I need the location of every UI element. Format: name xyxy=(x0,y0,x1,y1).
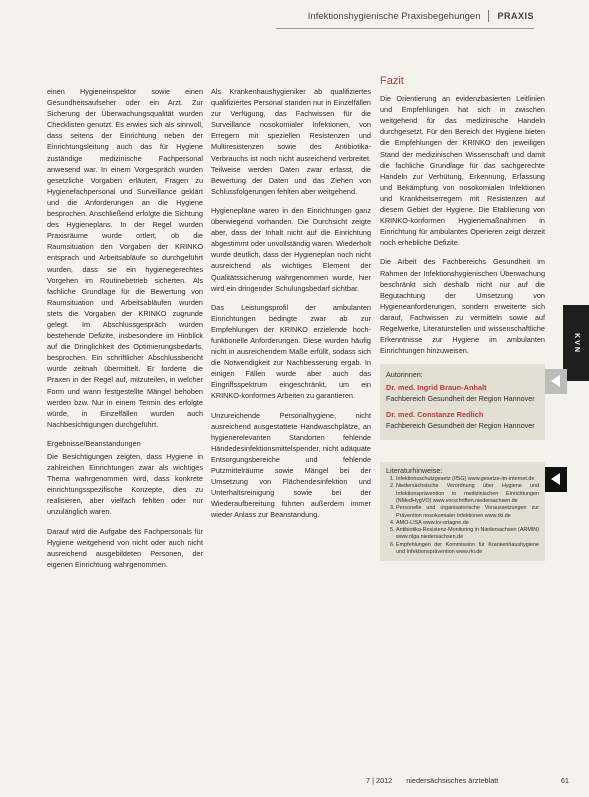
header-section: PRAXIS xyxy=(497,11,534,21)
literature-item: 1. Infektionsschutzgesetz (IfSG) www.gesetze-im-internet.de xyxy=(396,476,539,483)
header-rule xyxy=(276,28,534,29)
body-paragraph: Als Krankenhaushygieniker ab qualifiziertes qualifiziertes Personal standen nur in Einzelfällen zur Verfügung, das Fachwissen für die Surveillance nosokomialer Infektionen, von Erregern mit speziellen Resistenzen und Multiresistenzen sowie des Antibiotika-Verbrauchs ist noch nicht ausreichend verbreitet. Teilweise werden Daten zwar erfasst, die Bewertung der Daten und das Ziehen von Schlussfolgerungen fehlten aber weitgehend. xyxy=(211,87,371,196)
body-paragraph: einen Hygieneinspektor sowie einen Gesundheitsaufseher oder ein Arzt. Zur Sicherung der Überwachungsqualität wurden Checklisten genutzt. Es erwies sich als sinnvoll, dass seitens der Einrichtung neben der Einrichtungsleitung auch das für Hygiene zuständige medizinische Fachpersonal anwesend war. In einem Vorgespräch wurden gesetzliche Vorgaben erläutert, Fragen zu Hygienefachpersonal und Surveillance geklärt und die Anforderungen an die Hygiene besprochen. Anschließend erfolgte die Sichtung des Hygieneplans. In der Regel wurden Praxisräume wurde ortlert, ob die Raumsituation den Vorgaben der KRINKO entsprach und Arbeitsabläufe so durchgeführt wurden, dass sie ein hygienegerechtes Vorgehen im Routinebetrieb sicherten. Als fachliche Grundlage für die Bewertung von Raumsituation und Arbeitsabläufen wurden stets die Vorgaben der KRINKO zugrunde gelegt. Im Abschlussgespräch wurden bestehende Defizite, insbesondere im Hinblick auf die Dringlichkeit des Optimierungsbedarfs, besprochen. Ein schriftlicher Abschlussbericht wurde zeitnah übermittelt. Er forderte die Praxen in der Regel auf, mitzuteilen, in welcher Form und wann festgestellte Mängel behoben werden bzw. Nur in einem Termin des erfolgte würde, in Einzelfällen wurden auch Nachbesichtigungen durchgeführt. xyxy=(47,87,203,429)
fazit-heading: Fazit xyxy=(380,75,404,87)
authors-box xyxy=(380,364,545,439)
literature-item: 4. AMO-LISA www.kv-ortagne.de xyxy=(396,520,539,527)
literature-list xyxy=(386,476,539,556)
column-3 xyxy=(380,75,545,757)
author-name: Dr. med. Constanze Redlich xyxy=(386,409,484,419)
body-paragraph: Hygienepläne waren in den Einrichtungen ganz überwiegend vorhanden. Die Durchsicht zeigte aber, dass der Inhalt nicht auf die Einrichtung abgestimmt oder unvollständig waren. Wiederholt wurde deutlich, dass der Hygieneplan noch nicht ausreichend als wichtiges Element der Qualitätssicherung wahrgenommen wurde, hier wird ein dringender Schulungsbedarf sichtbar. xyxy=(211,205,371,293)
author-role: Fachbereich Gesundheit der Region Hannover xyxy=(386,394,535,404)
column-2 xyxy=(211,86,371,757)
triangle-left-icon xyxy=(551,473,560,485)
column-1 xyxy=(47,86,203,757)
literature-tab-icon xyxy=(545,467,567,492)
header-separator xyxy=(488,10,489,22)
body-paragraph: Das Leistungsprofil der ambulanten Einrichtungen bedingte zwar ab zur Empfehlungen der KRINKO erzielende hoch-funktionelle Anforderungen. Diese wurden häufig nicht in ausreichendem Maße erfüllt, sodass sich die Notwendigkeit zur Nachbesserung ergab. In einigen Fällen wurde aber auch das Eingriffsspektrum eingeschränkt, um ein KRINKO-konformes Arbeiten zu garantieren. xyxy=(211,302,371,401)
header-title: Infektionshygienische Praxisbegehungen xyxy=(307,10,481,22)
literature-item: 5. Antibiotika-Resistenz-Monitoring in Niedersachsen (ARMIN) www.nlga.niedersachsen.de xyxy=(396,527,539,542)
running-header xyxy=(276,10,534,22)
triangle-left-icon xyxy=(551,375,560,387)
literature-item: 3. Personelle und organisatorische Voraussetzungen zur Prävention nosokomialer Infektionen www.rki.de xyxy=(396,505,539,520)
footer-issue: 7 | 2012 xyxy=(366,776,393,785)
body-paragraph: Darauf wird die Aufgabe des Fachpersonals für Hygiene weitgehend von nicht oder auch nicht ausreichend ausgebildeten Personen, der eigenen Einrichtung wahrgenommen. xyxy=(47,526,203,569)
body-paragraph: Die Orientierung an evidenzbasierten Leitlinien und Empfehlungen hat sich in zwischen weitgehend für das medizinische Handeln durchgesetzt. Für den Bereich der Hygiene bieten die Empfehlungen der KRINKO den jeweiligen Stand der medizinischen Wissenschaft und damit die fachliche Grundlage für das sachgerechte Handeln zur Verhütung, Erkennung, Erfassung und Bekämpfung von nosokomialen Infektionen und Krankheitserregern mit Resistenzen auf diesem Gebiet der Hygiene. Die Etablierung von KRINKO-konformen Hygienemaßnahmen in Einrichtung für ambulantes Operieren zeigt derzeit noch erhebliche Defizite. xyxy=(380,94,545,248)
page-footer xyxy=(366,776,569,785)
footer-journal: niedersächsisches ärzteblatt xyxy=(406,776,499,785)
authors-label: Autorinnen: xyxy=(386,370,423,380)
body-paragraph: Unzureichende Personalhygiene, nicht ausreichend ausgestattete Handwaschplätze, an hygienerelevanten Standorten fehlende Händedesinfektionsmittelspender, nicht adäquate Entsorgungsbereiche und fehlende Putzmittelräume sowie Mängel bei der Umsetzung von Flächendesinfektion und Unterhaltsreinigung sowie bei der Wiederaufbereitung führten außerdem immer wieder Anlass zur Beanstandung. xyxy=(211,410,371,520)
body-paragraph: Die Besichtigungen zeigten, dass Hygiene in zahlreichen Einrichtungen zwar als wichtiges Thema wahrgenommen wird, dass konkrete einrichtungsspezifische Konzepte, dies zu realisieren, aber vielfach fehlten oder nur unzulänglich waren. xyxy=(47,452,203,517)
literature-label: Literaturhinweise: xyxy=(386,465,443,475)
author-role: Fachbereich Gesundheit der Region Hannover xyxy=(386,420,535,430)
body-paragraph: Die Arbeit des Fachbereichs Gesundheit im Rahmen der Infektionshygienischen Überwachung beschränkt sich deshalb nicht nur auf die Begutachtung der Umsetzung von Hygieneanforderungen, sondern erweiterte sich darauf, Fachwissen zu vermitteln sowie auf Regelwerke, Literaturstellen und wissenschaftliche Erkenntnisse zur Hygiene im ambulanten Einrichtungen hinzuweisen. xyxy=(380,257,545,356)
subheading-results: Ergebnisse/Beanstandungen xyxy=(47,438,141,448)
authors-tab-icon xyxy=(545,369,567,394)
footer-page-number: 61 xyxy=(560,776,569,785)
author-name: Dr. med. Ingrid Braun-Anhalt xyxy=(386,383,487,393)
literature-item: 6. Empfehlungen der Kommission für Krankenhaushygiene und Infektionsprävention www.rki.de xyxy=(396,542,539,557)
side-tab-label: KVN xyxy=(572,332,580,354)
literature-item: 2. Niedersächsische Verordnung über Hygiene und Infektionsprävention in medizinischen Einrichtungen (NMedHygVO) www.vorschriften.niedersachsen.de xyxy=(396,483,539,505)
literature-box xyxy=(380,462,545,562)
